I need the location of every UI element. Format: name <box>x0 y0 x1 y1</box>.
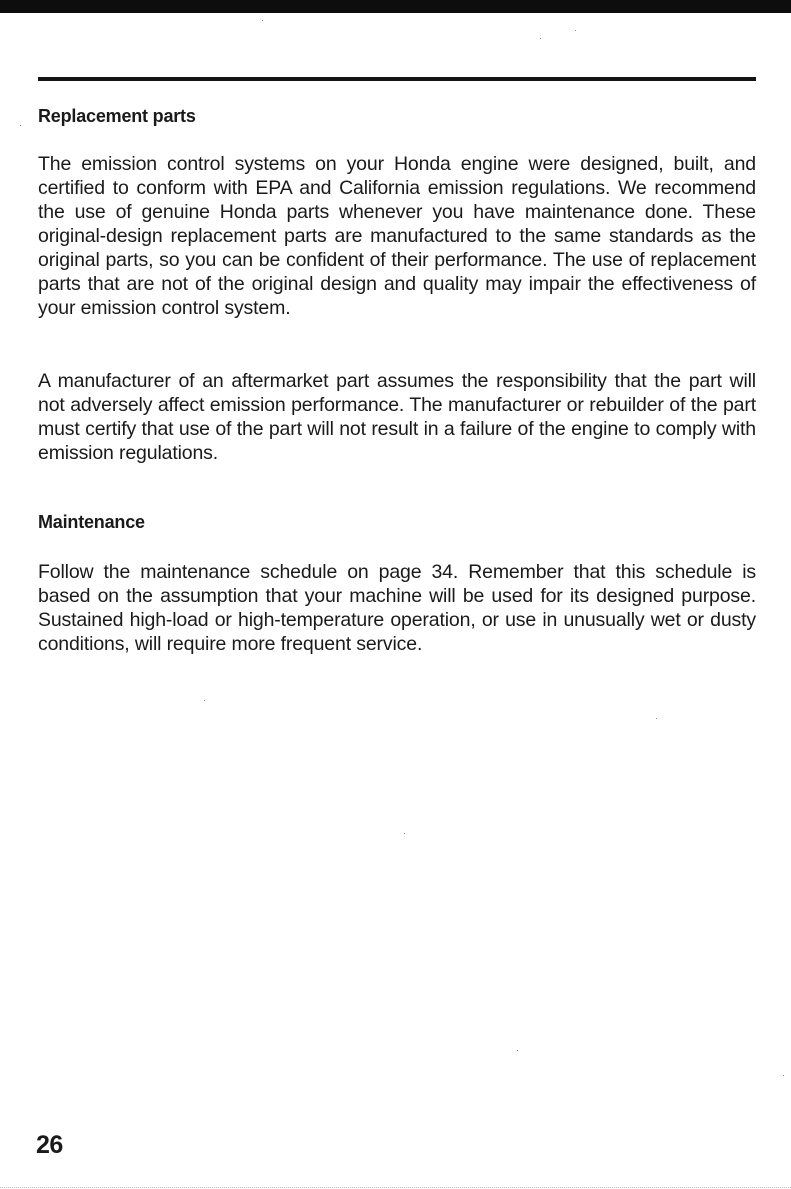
scan-speck <box>575 30 576 31</box>
scan-speck <box>540 38 541 39</box>
bottom-scan-edge <box>0 1185 791 1188</box>
section-rule <box>38 77 756 81</box>
scan-speck <box>404 833 405 834</box>
scan-speck <box>20 125 21 126</box>
scan-speck <box>262 20 263 21</box>
scan-speck <box>204 700 205 701</box>
replacement-parts-paragraph-2: A manufacturer of an aftermarket part assumes the responsibility that the part will not adversely affect emission performance. The manufacturer or rebuilder of the part must certify that use of the part will not result in a failure of the engine to comply with emission regulations. <box>38 370 756 464</box>
maintenance-heading: Maintenance <box>38 512 145 532</box>
replacement-parts-paragraph-1: The emission control systems on your Honda engine were designed, built, and certified to conform with EPA and California emission regulations. We recommend the use of genuine Honda parts whenever you have maintenance done. These original-design replacement parts are manufactured to the same standards as the original parts, so you can be confident of their performance. The use of replacement parts that are not of the original design and quality may impair the effectiveness of your emission control system. <box>38 153 756 319</box>
top-scan-border <box>0 0 791 13</box>
maintenance-paragraph: Follow the maintenance schedule on page 34. Remember that this schedule is based on the assumption that your machine will be used for its designed purpose. Sustained high-load or high-temperature operation, or use in unusually wet or dusty conditions, will require more frequent service. <box>38 561 756 655</box>
scan-speck <box>517 1050 518 1051</box>
scan-speck <box>783 1075 784 1076</box>
replacement-parts-heading: Replacement parts <box>38 106 196 126</box>
scan-speck <box>656 718 657 719</box>
page-number: 26 <box>36 1131 63 1159</box>
